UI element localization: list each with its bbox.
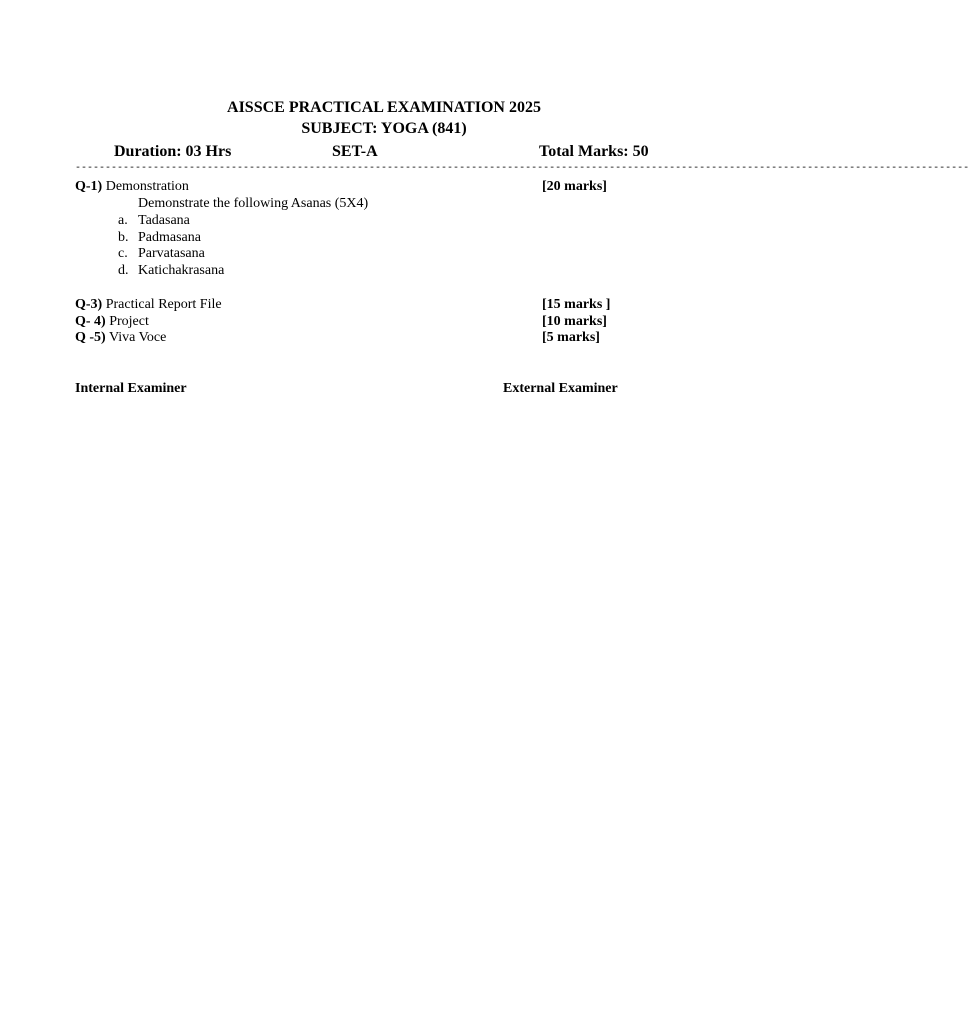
asana-item-letter: b.	[118, 230, 129, 245]
dashed-divider: -----------------------------------------------------------------------------------------------------------------------------------------------------	[75, 163, 969, 174]
asana-item-text: Tadasana	[138, 213, 190, 228]
external-examiner-label: External Examiner	[503, 381, 618, 396]
question-1-title: Demonstration	[102, 179, 189, 194]
total-marks-label: Total Marks: 50	[539, 143, 649, 160]
question-5-number: Q -5)	[75, 330, 106, 345]
internal-examiner-label: Internal Examiner	[75, 381, 187, 396]
question-1	[75, 179, 189, 195]
set-label: SET-A	[332, 143, 378, 160]
asana-item-text: Katichakrasana	[138, 263, 225, 278]
question-5-title: Viva Voce	[105, 330, 167, 345]
question-3-marks	[542, 297, 610, 313]
question-4-marks: [10 marks]	[542, 314, 607, 329]
asana-item-text: Padmasana	[138, 230, 201, 245]
question-4-title: Project	[105, 314, 149, 329]
asana-item-a	[118, 213, 190, 229]
question-3-number: Q-3)	[75, 297, 103, 312]
exam-title: AISSCE PRACTICAL EXAMINATION 2025	[227, 99, 541, 116]
asana-item-text: Parvatasana	[138, 246, 205, 261]
subject-title: SUBJECT: YOGA (841)	[301, 120, 467, 137]
question-1-marks: [20 marks]	[542, 179, 607, 194]
question-1-number: Q-1)	[75, 179, 103, 194]
asana-item-c	[118, 246, 205, 262]
asana-item-letter: c.	[118, 246, 128, 261]
question-1-instruction: Demonstrate the following Asanas (5X4)	[138, 196, 369, 211]
question-4-number: Q- 4)	[75, 314, 106, 329]
duration-label: Duration: 03 Hrs	[114, 143, 232, 160]
question-5-marks: [5 marks]	[542, 330, 600, 345]
asana-item-d	[118, 263, 224, 279]
question-3-title: Practical Report File	[102, 297, 222, 312]
question-3	[75, 297, 222, 313]
question-5	[75, 330, 166, 346]
question-4	[75, 314, 149, 330]
question-3-marks-text: [15 marks ]	[542, 297, 611, 312]
asana-item-letter: d.	[118, 263, 129, 278]
asana-item-b	[118, 230, 201, 246]
asana-item-letter: a.	[118, 213, 128, 228]
